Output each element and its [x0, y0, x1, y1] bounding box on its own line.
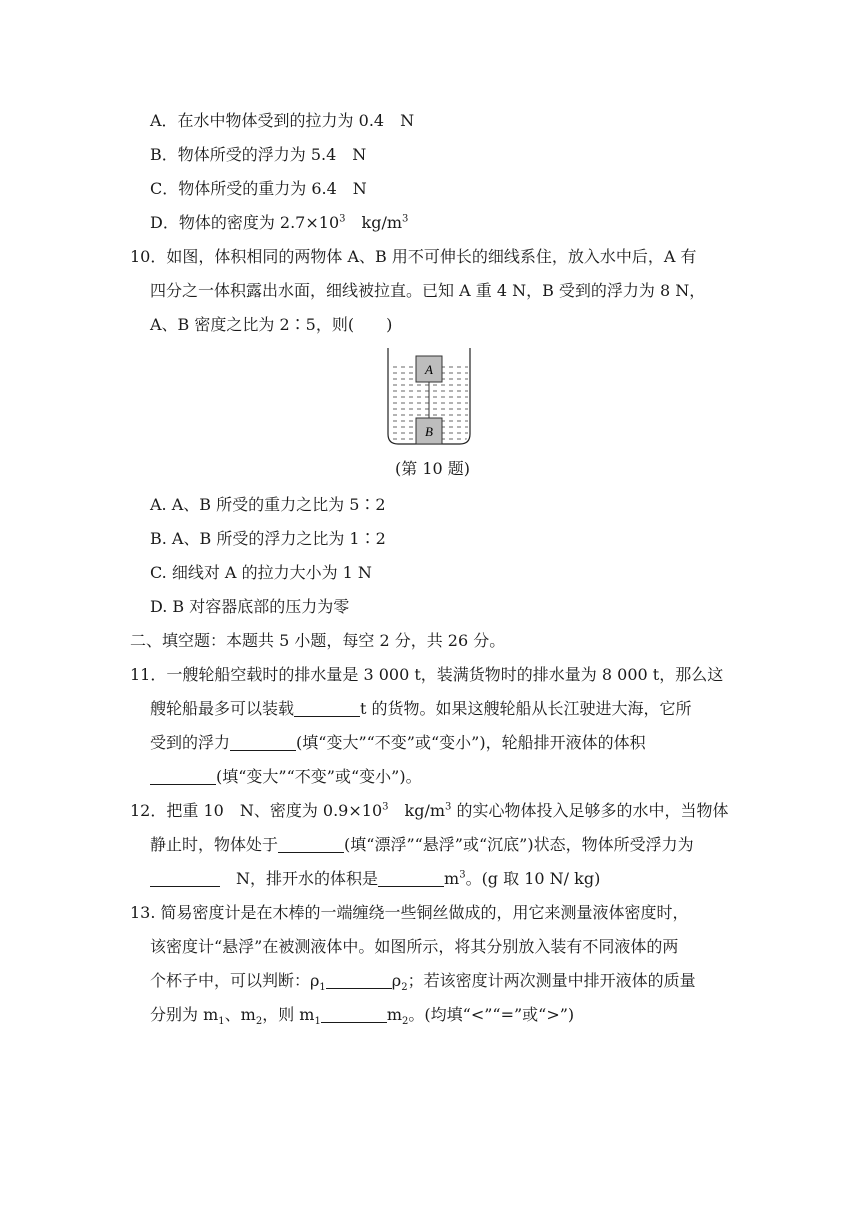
answer-blank [326, 972, 392, 989]
q13-line3: 个杯子中，可以判断：$\rho_1$ $\rho_2$；若该密度计两次测量中排开液体的质量 [150, 971, 696, 994]
q13-line2: 该密度计“悬浮”在被测液体中。如图所示，将其分别放入装有不同液体的两 [150, 937, 679, 956]
q13-line4: 分别为 $m_1$、$m_2$，则 $m_1$ $m_2$。(均填“<”“=”或“>”) [150, 1005, 575, 1028]
q10-line2: 四分之一体积露出水面，细线被拉直。已知 A 重 4 N，B 受到的浮力为 8 N， [150, 281, 706, 300]
q12-line2: 静止时，物体处于 (填“漂浮”“悬浮”或“沉底”)状态，物体所受浮力为 [150, 835, 694, 854]
q11-line3: 受到的浮力 (填“变大”“不变”或“变小”)，轮船排开液体的体积 [150, 733, 646, 752]
q13-line1: 13. 简易密度计是在木棒的一端缠绕一些铜丝做成的，用它来测量液体密度时， [130, 903, 689, 922]
q10-figure-caption: (第 10 题) [395, 459, 471, 478]
q11-line1: 11．一艘轮船空载时的排水量是 3 000 t，装满货物时的排水量为 8 000 t，那么这 [130, 665, 724, 684]
q12-line1: 12．把重 10 N、密度为 $0.9\times 10^3$ $kg/m^3$ 的实心物体投入足够多的水中，当物体 [130, 801, 729, 820]
label-b: B [425, 424, 433, 439]
q9-option-b: B．物体所受的浮力为 5.4 N [150, 145, 367, 164]
answer-blank [321, 1006, 387, 1023]
q10-line3: A、B 密度之比为 2∶5，则( ) [150, 315, 393, 334]
answer-blank [150, 768, 216, 785]
q10-option-a: A. A、B 所受的重力之比为 5∶2 [150, 495, 386, 514]
q10-option-b: B. A、B 所受的浮力之比为 1∶2 [150, 529, 386, 548]
q10-option-d: D. B 对容器底部的压力为零 [150, 597, 350, 616]
q9-option-d: D．物体的密度为 $2.7\times 10^3$ $kg/m^3$ [150, 213, 409, 232]
q9-option-a: A．在水中物体受到的拉力为 0.4 N [150, 111, 415, 130]
label-a: A [425, 362, 433, 377]
answer-blank [230, 734, 296, 751]
q10-option-c: C. 细线对 A 的拉力大小为 1 N [150, 563, 372, 582]
q9-option-c: C．物体所受的重力为 6.4 N [150, 179, 367, 198]
q10-figure [384, 346, 474, 446]
answer-blank [150, 870, 220, 887]
answer-blank [378, 870, 444, 887]
q11-line2: 艘轮船最多可以装载 t 的货物。如果这艘轮船从长江驶进大海，它所 [150, 699, 692, 718]
q11-line4: (填“变大”“不变”或“变小”)。 [150, 766, 422, 788]
answer-blank [278, 836, 344, 853]
answer-blank [294, 700, 360, 717]
q12-line3: N，排开水的体积是 $m^3$。(g 取 10 N/ kg) [150, 868, 600, 890]
section-heading: 二、填空题：本题共 5 小题，每空 2 分，共 26 分。 [130, 631, 506, 650]
q10-line1: 10．如图，体积相同的两物体 A、B 用不可伸长的细线系住，放入水中后，A 有 [130, 247, 697, 266]
